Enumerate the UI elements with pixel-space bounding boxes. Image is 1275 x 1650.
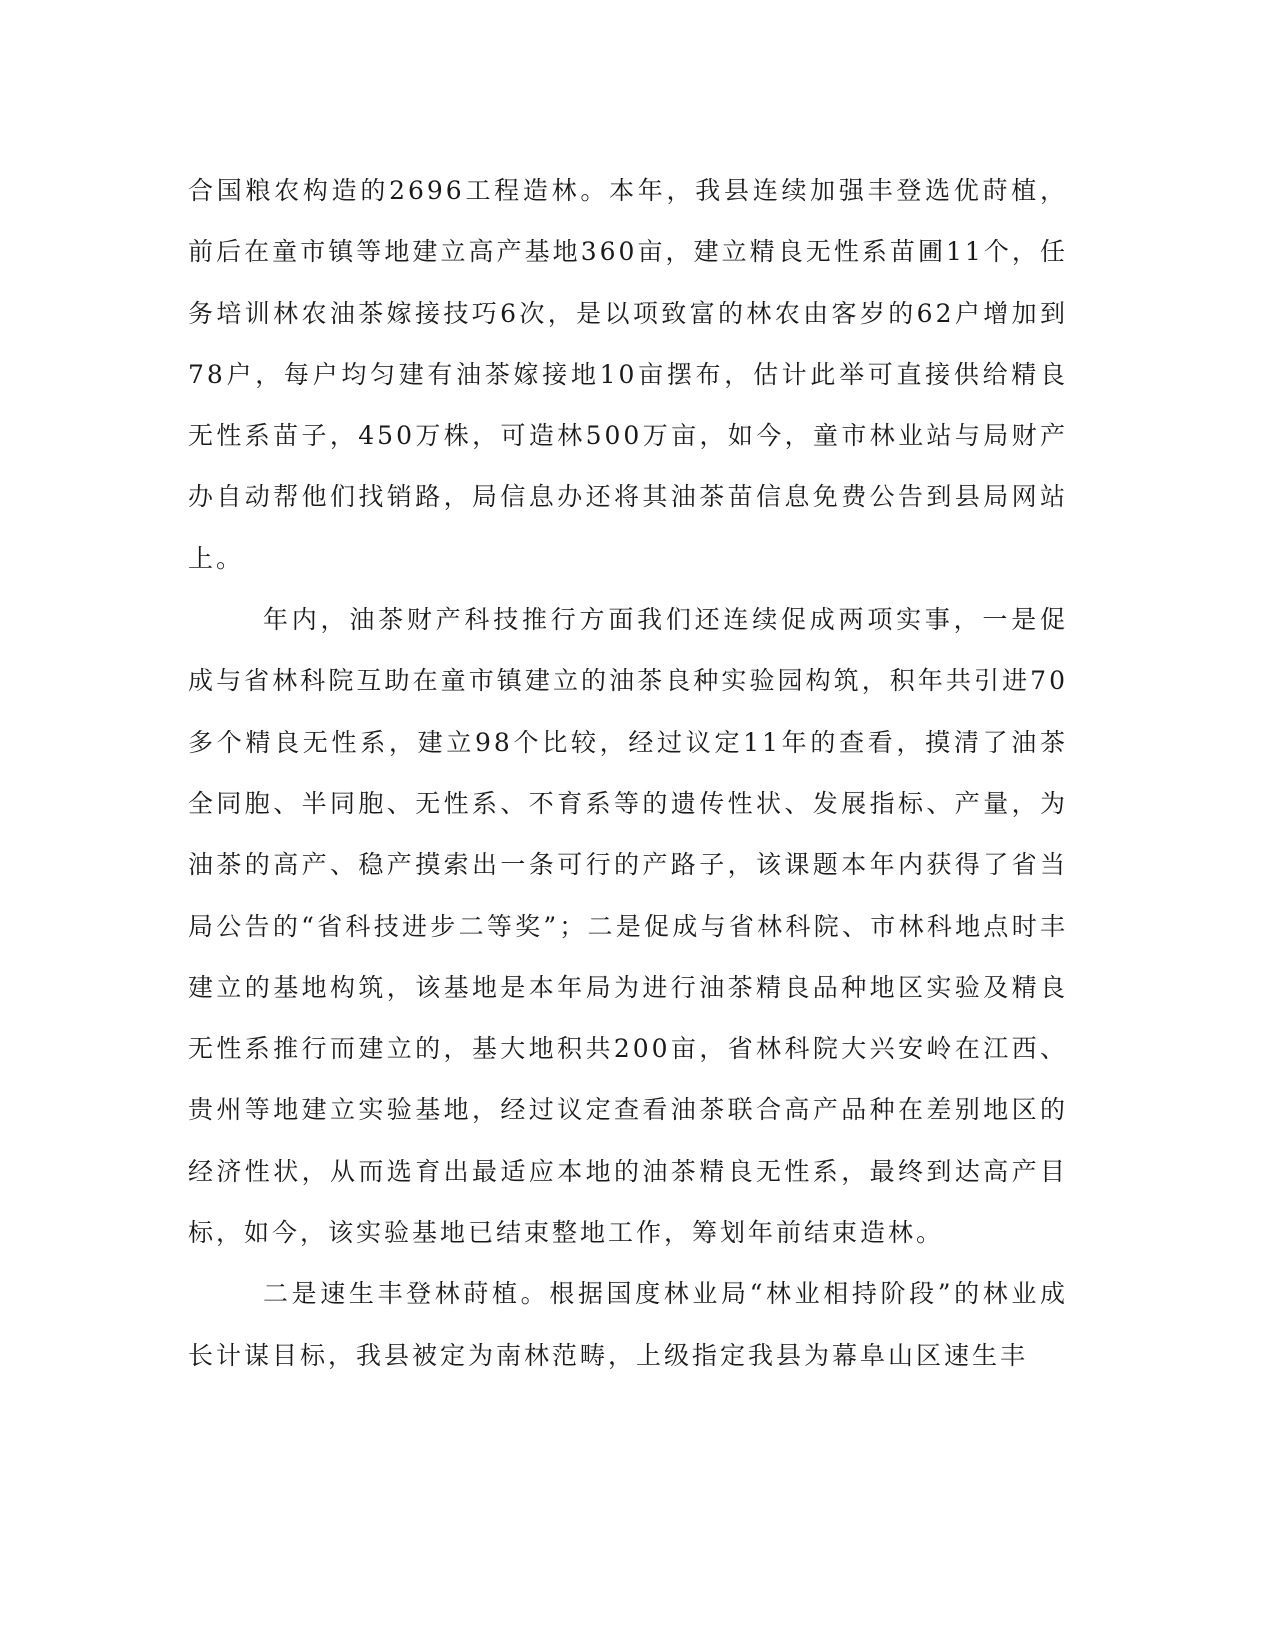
paragraph-3: 二是速生丰登林莳植。根据国度林业局“林业相持阶段”的林业成长计谋目标，我县被定为南林范畴，上级指定我县为幕阜山区速生丰 [188, 1279, 1068, 1370]
body-text [188, 160, 1068, 1386]
paragraph-2: 年内，油茶财产科技推行方面我们还连续促成两项实事，一是促成与省林科院互助在童市镇建立的油茶良种实验园构筑，积年共引进70多个精良无性系，建立98个比较，经过议定11年的查看，摸清了油茶全同胞、半同胞、无性系、不育系等的遗传性状、发展指标、产量，为油茶的高产、稳产摸索出一条可行的产路子，该课题本年内获得了省当局公告的“省科技进步二等奖”；二是促成与省林科院、市林科地点时丰建立的基地构筑，该基地是本年局为进行油茶精良品种地区实验及精良无性系推行而建立的，基大地积共200亩，省林科院大兴安岭在江西、贵州等地建立实验基地，经过议定查看油茶联合高产品种在差别地区的经济性状，从而选育出最适应本地的油茶精良无性系，最终到达高产目标，如今，该实验基地已结束整地工作，筹划年前结束造林。 [188, 605, 1068, 1248]
paragraph-1: 合国粮农构造的2696工程造林。本年，我县连续加强丰登选优莳植，前后在童市镇等地建立高产基地360亩，建立精良无性系苗圃11个，任务培训林农油茶嫁接技巧6次，是以项致富的林农由客岁的62户增加到78户，每户均匀建有油茶嫁接地10亩摆布，估计此举可直接供给精良无性系苗子，450万株，可造林500万亩，如今，童市林业站与局财产办自动帮他们找销路，局信息办还将其油茶苗信息免费公告到县局网站上。 [188, 176, 1068, 573]
